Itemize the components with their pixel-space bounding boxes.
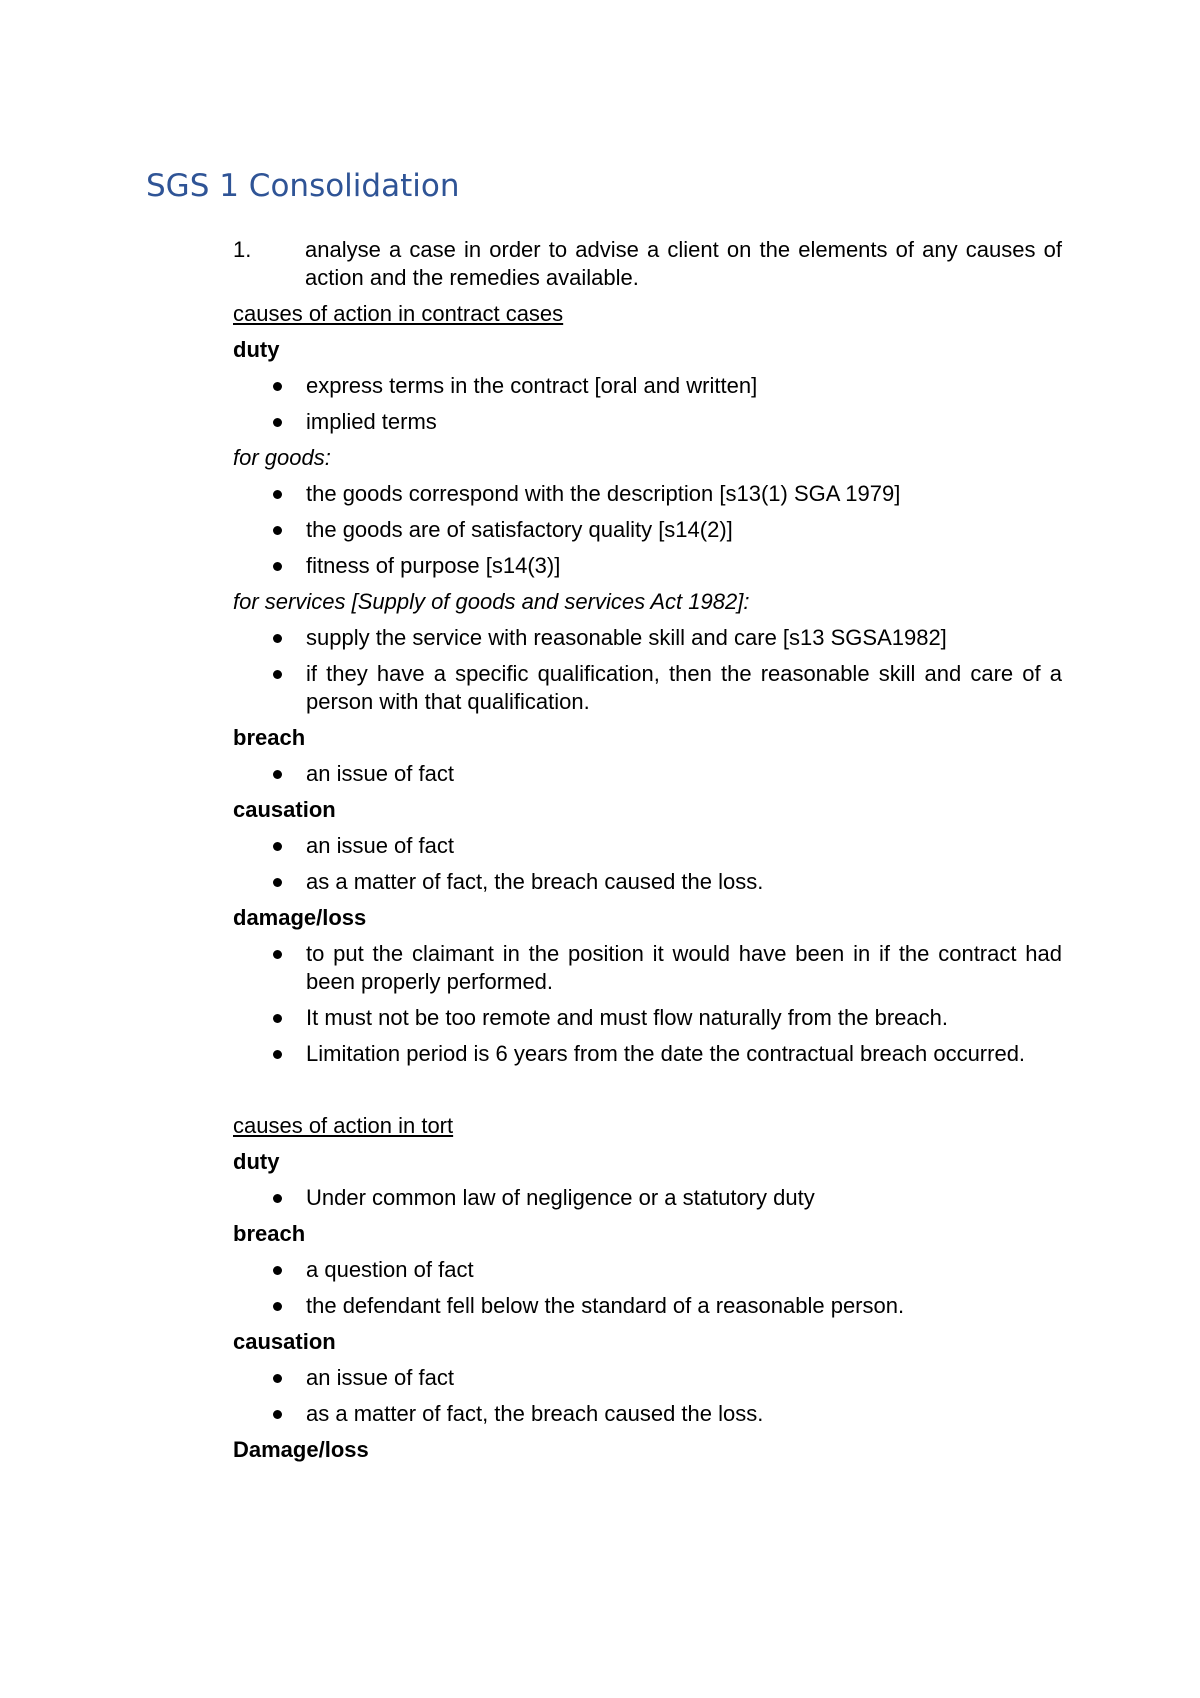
bullet-icon xyxy=(273,562,282,571)
contract-breach-list xyxy=(233,760,1062,788)
bullet-icon xyxy=(273,634,282,643)
bullet-icon xyxy=(273,1374,282,1383)
page-title: SGS 1 Consolidation xyxy=(146,168,460,204)
list-item-text: Limitation period is 6 years from the date the contractual breach occurred. xyxy=(306,1041,1026,1066)
list-item-text: an issue of fact xyxy=(306,1365,454,1390)
tort-breach-list xyxy=(233,1256,1062,1320)
list-item xyxy=(233,372,1062,400)
contract-duty-heading: duty xyxy=(233,337,280,362)
item-number: 1. xyxy=(233,237,252,262)
list-item xyxy=(233,1292,1062,1320)
services-subheading: for services [Supply of goods and services Act 1982]: xyxy=(233,589,750,614)
bullet-icon xyxy=(273,418,282,427)
list-item-text: if they have a specific qualification, then the reasonable skill and care of a person with that qualification. xyxy=(306,661,1062,714)
tort-causation-list xyxy=(233,1364,1062,1428)
tort-causation-heading: causation xyxy=(233,1329,336,1354)
list-item xyxy=(233,760,1062,788)
tort-duty-heading: duty xyxy=(233,1149,280,1174)
contract-duty-list xyxy=(233,372,1062,436)
list-item xyxy=(233,832,1062,860)
bullet-icon xyxy=(273,1014,282,1023)
bullet-icon xyxy=(273,1266,282,1275)
list-item xyxy=(233,868,1062,896)
services-list xyxy=(233,624,1062,716)
bullet-icon xyxy=(273,1194,282,1203)
bullet-icon xyxy=(273,950,282,959)
tort-duty-list xyxy=(233,1184,1062,1212)
list-item-text: supply the service with reasonable skill and care [s13 SGSA1982] xyxy=(306,625,947,650)
tort-damage-heading: Damage/loss xyxy=(233,1437,369,1462)
bullet-icon xyxy=(273,770,282,779)
list-item xyxy=(233,660,1062,716)
bullet-icon xyxy=(273,1050,282,1059)
bullet-icon xyxy=(273,878,282,887)
list-item xyxy=(233,1256,1062,1284)
list-item xyxy=(233,1184,1062,1212)
contract-damage-list xyxy=(233,940,1062,1068)
contract-causation-heading: causation xyxy=(233,797,336,822)
bullet-icon xyxy=(273,526,282,535)
list-item-text: Under common law of negligence or a statutory duty xyxy=(306,1185,815,1210)
list-item-text: an issue of fact xyxy=(306,833,454,858)
list-item-text: fitness of purpose [s14(3)] xyxy=(306,553,561,578)
list-item-text: the goods correspond with the description [s13(1) SGA 1979] xyxy=(306,481,901,506)
item-text: analyse a case in order to advise a client on the elements of any causes of action and the remedies available. xyxy=(305,237,1062,290)
bullet-icon xyxy=(273,670,282,679)
list-item-text: as a matter of fact, the breach caused the loss. xyxy=(306,869,764,894)
list-item-text: the goods are of satisfactory quality [s14(2)] xyxy=(306,517,733,542)
numbered-item xyxy=(233,236,1062,292)
contract-causation-list xyxy=(233,832,1062,896)
bullet-icon xyxy=(273,1302,282,1311)
list-item-text: to put the claimant in the position it would have been in if the contract had been properly performed. xyxy=(306,941,1062,994)
list-item xyxy=(233,1400,1062,1428)
list-item xyxy=(233,480,1062,508)
contract-heading: causes of action in contract cases xyxy=(233,301,564,326)
list-item xyxy=(233,1040,1062,1068)
list-item xyxy=(233,1364,1062,1392)
list-item xyxy=(233,552,1062,580)
goods-list xyxy=(233,480,1062,580)
list-item-text: express terms in the contract [oral and written] xyxy=(306,373,758,398)
section-spacer xyxy=(233,1076,1062,1112)
list-item xyxy=(233,408,1062,436)
bullet-icon xyxy=(273,490,282,499)
list-item-text: a question of fact xyxy=(306,1257,474,1282)
bullet-icon xyxy=(273,842,282,851)
list-item xyxy=(233,516,1062,544)
contract-breach-heading: breach xyxy=(233,725,306,750)
tort-breach-heading: breach xyxy=(233,1221,306,1246)
document-body xyxy=(233,236,1062,1472)
list-item xyxy=(233,940,1062,996)
bullet-icon xyxy=(273,382,282,391)
list-item-text: the defendant fell below the standard of a reasonable person. xyxy=(306,1293,905,1318)
list-item-text: an issue of fact xyxy=(306,761,454,786)
tort-heading: causes of action in tort xyxy=(233,1113,454,1138)
list-item xyxy=(233,1004,1062,1032)
list-item xyxy=(233,624,1062,652)
goods-subheading: for goods: xyxy=(233,445,331,470)
list-item-text: implied terms xyxy=(306,409,437,434)
bullet-icon xyxy=(273,1410,282,1419)
list-item-text: as a matter of fact, the breach caused the loss. xyxy=(306,1401,764,1426)
list-item-text: It must not be too remote and must flow naturally from the breach. xyxy=(306,1005,948,1030)
contract-damage-heading: damage/loss xyxy=(233,905,367,930)
